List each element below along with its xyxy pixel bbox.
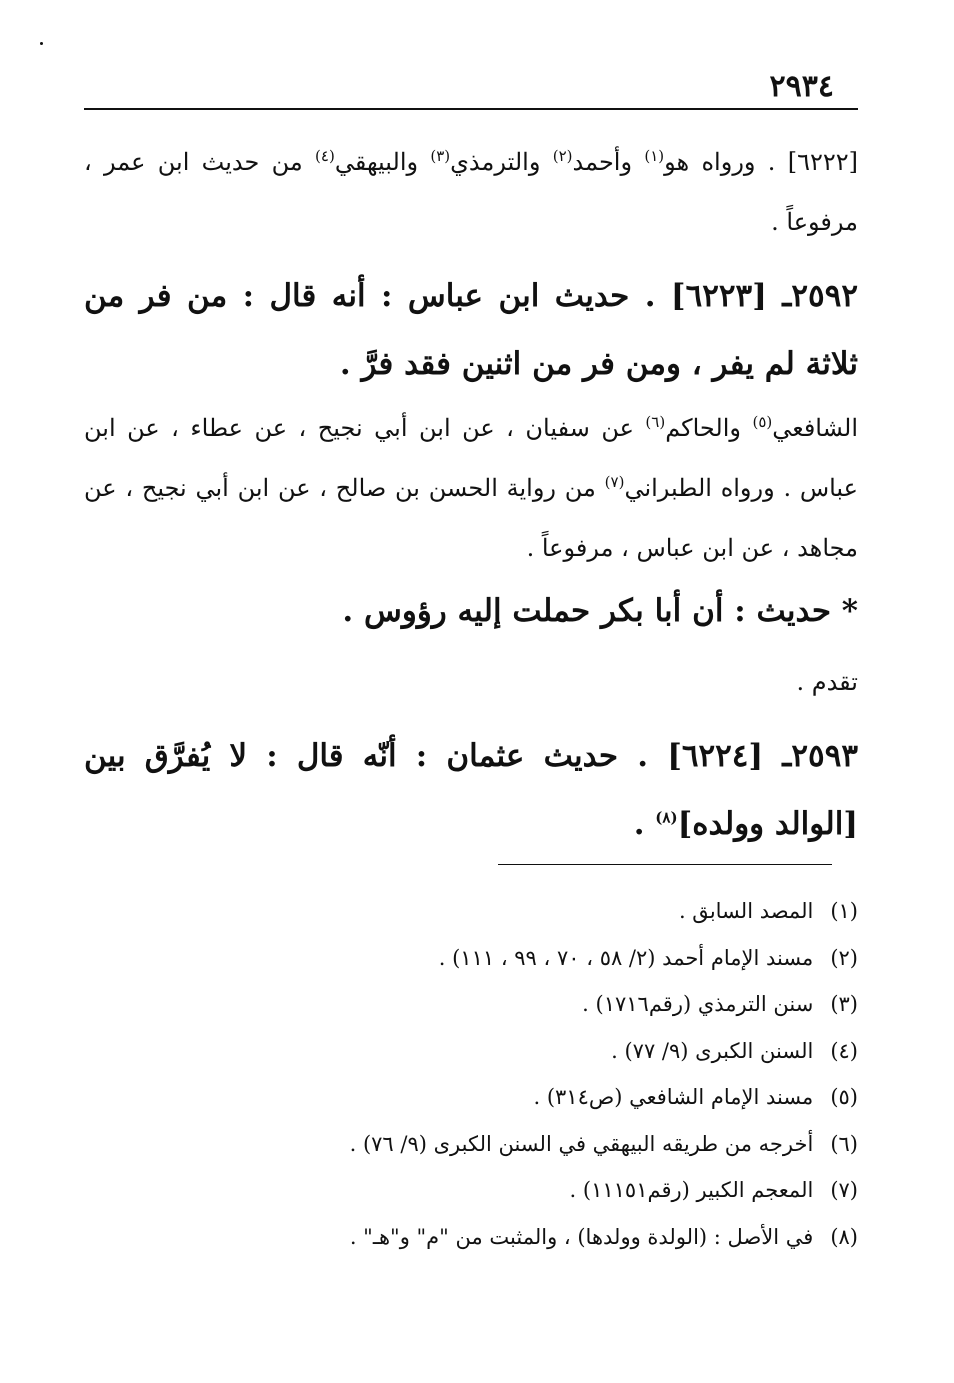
footnote-item xyxy=(78,1121,858,1168)
footnote-ref-5[interactable]: (٥) xyxy=(752,413,773,431)
footnote-item xyxy=(78,888,858,935)
footnote-number: (٨) xyxy=(830,1224,858,1249)
intro-paragraph xyxy=(84,132,858,252)
footnote-text: المعجم الكبير (رقم١١١٥١) . xyxy=(569,1178,814,1202)
hadith-2593-heading xyxy=(84,722,858,858)
footnote-item xyxy=(78,1167,858,1214)
footnote-text: مسند الإمام أحمد (٢/ ٥٨ ، ٧٠ ، ٩٩ ، ١١١) . xyxy=(438,945,814,970)
footnote-number: (٢) xyxy=(830,945,858,970)
scan-speck xyxy=(40,42,43,45)
footnote-ref-1[interactable]: (١) xyxy=(644,147,665,165)
hadith-abu-bakr-heading: * حديث : أن أبا بكر حملت إليه رؤوس . xyxy=(342,593,858,629)
footnote-number: (١) xyxy=(830,899,858,923)
intro-text-2: وأحمد xyxy=(572,148,645,176)
footnote-ref-6[interactable]: (٦) xyxy=(645,413,666,431)
intro-text-1: [٦٢٢٢] . ورواه هو xyxy=(664,148,858,176)
footnote-number: (٥) xyxy=(830,1085,858,1109)
footnote-text: مسند الإمام الشافعي (ص٣١٤) . xyxy=(533,1085,814,1109)
footnotes-list xyxy=(78,888,858,1260)
footnote-number: (٦) xyxy=(830,1131,858,1156)
footnote-item xyxy=(78,1028,858,1075)
commentary-text-1: الشافعي xyxy=(772,414,858,442)
hadith-2592-commentary xyxy=(84,398,858,578)
footnote-text: المصد السابق . xyxy=(678,899,814,923)
footnote-item xyxy=(78,981,858,1028)
footnote-ref-4[interactable]: (٤) xyxy=(315,147,335,165)
footnote-text: السنن الكبرى (٩/ ٧٧) . xyxy=(611,1038,814,1063)
footnote-text: سنن الترمذي (رقم١٧١٦) . xyxy=(582,992,814,1016)
hadith-2592-heading: ٢٥٩٢ـ [٦٢٢٣] . حديث ابن عباس : أنه قال : من فر من ثلاثة لم يفر ، ومن فر من اثنين فقد فرَّ . xyxy=(84,278,858,382)
footnote-number: (٤) xyxy=(830,1038,858,1063)
footnote-ref-3[interactable]: (٣) xyxy=(430,147,451,165)
footnote-ref-2[interactable]: (٢) xyxy=(552,147,573,165)
commentary-text-3: عن سفيان ، عن ابن أبي نجيح ، عن عطاء ، عن ابن عباس . ورواه الطبراني xyxy=(84,414,858,502)
hadith-2593-text: ٢٥٩٣ـ [٦٢٢٤] . حديث عثمان : أنّه قال : لا يُفرَّق بين [الوالد وولده] xyxy=(84,738,858,842)
intro-text-3: والترمذي xyxy=(450,148,553,176)
footnote-item xyxy=(78,1074,858,1121)
footnote-number: (٧) xyxy=(830,1178,858,1202)
page-number: ٢٩٣٤ xyxy=(769,69,834,104)
footnote-number: (٣) xyxy=(830,992,858,1016)
footnote-ref-7[interactable]: (٧) xyxy=(604,473,625,491)
intro-text-4: والبيهقي xyxy=(334,148,431,176)
footnote-separator xyxy=(498,864,832,865)
commentary-text-2: والحاكم xyxy=(665,414,753,442)
commentary-text-4: من رواية الحسن بن صالح ، عن ابن أبي نجيح ، عن مجاهد ، عن ابن عباس ، مرفوعاً . xyxy=(84,474,858,562)
header-rule xyxy=(84,108,858,110)
footnote-text: في الأصل : (الولدة وولدها) ، والمثبت من "م" و"هـ" . xyxy=(349,1224,814,1249)
footnote-item xyxy=(78,1214,858,1261)
footnote-ref-8[interactable]: (٨) xyxy=(655,808,678,827)
hadith-abu-bakr-note: تقدم . xyxy=(796,668,858,696)
hadith-2593-end: . xyxy=(633,806,656,842)
intro-text-5: من حديث ابن عمر ، مرفوعاً . xyxy=(84,148,858,236)
footnote-text: أخرجه من طريقه البيهقي في السنن الكبرى (٩/ ٧٦) . xyxy=(349,1131,814,1156)
footnote-item xyxy=(78,935,858,982)
